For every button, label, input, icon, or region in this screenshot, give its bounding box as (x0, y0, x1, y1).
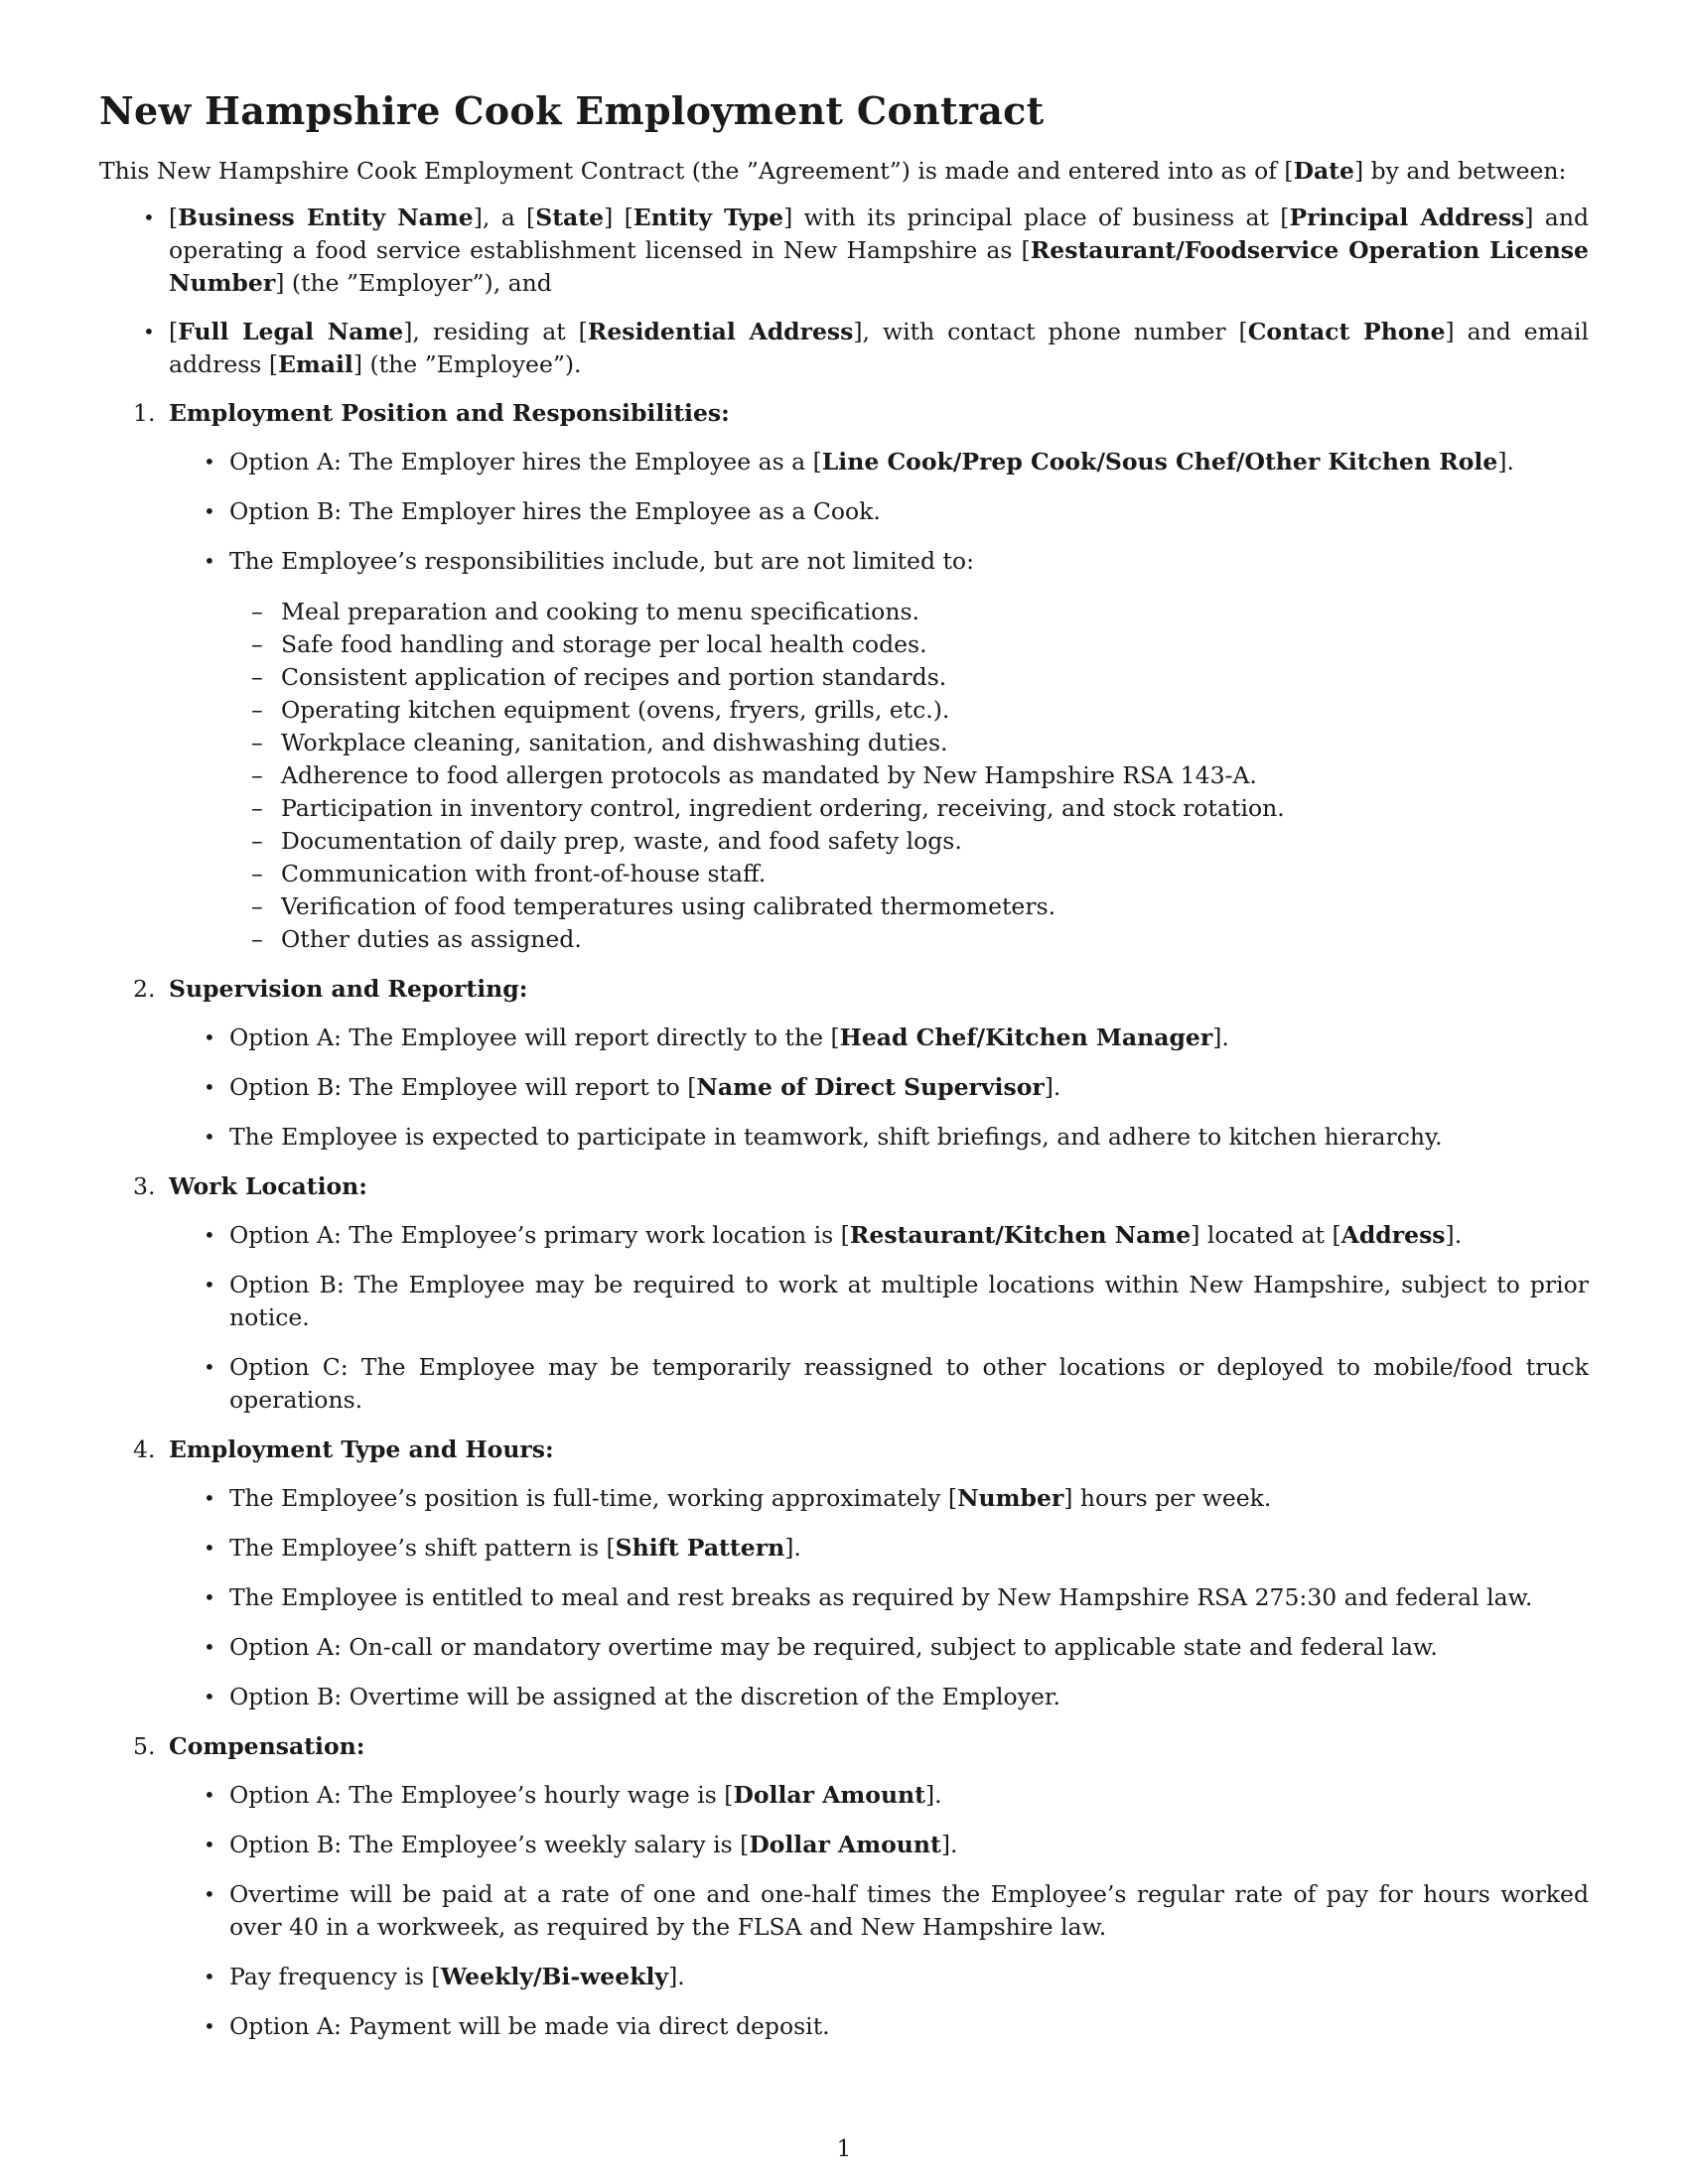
bullet-icon: • (204, 1486, 215, 1510)
list-item (204, 1631, 1589, 1664)
duty-text: Meal preparation and cooking to menu specifications. (281, 598, 919, 625)
bullet-icon: • (204, 1635, 215, 1659)
bullet-icon: • (204, 1025, 215, 1049)
item-text: The Employee is entitled to meal and rest breaks as required by New Hampshire RSA 275:30 and federal law. (229, 1583, 1533, 1611)
duty-item (251, 759, 1589, 792)
section-heading (133, 1730, 1589, 1763)
duty-text: Other duties as assigned. (281, 925, 582, 953)
item-text: Option A: The Employer hires the Employee as a [ (229, 448, 822, 476)
party-text: ], with contact phone number [ (853, 318, 1248, 345)
duty-text: Safe food handling and storage per local health codes. (281, 630, 927, 658)
residential-address-placeholder: Residential Address (587, 318, 854, 345)
state-placeholder: State (535, 204, 605, 231)
dash-icon: – (251, 925, 263, 953)
item-text: The Employee is expected to participate in teamwork, shift briefings, and adhere to kitchen hierarchy. (229, 1123, 1443, 1151)
parties-list (99, 202, 1589, 381)
item-text: Option A: The Employee will report directly to the [ (229, 1024, 840, 1051)
section-heading (133, 397, 1589, 430)
bullet-icon: • (204, 1536, 215, 1560)
item-text: Option C: The Employee may be temporarily reassigned to other locations or deployed to mobile/food truck operations. (229, 1353, 1589, 1414)
duty-item (251, 727, 1589, 759)
section-items (169, 446, 1589, 956)
shift-pattern-placeholder: Shift Pattern (615, 1534, 785, 1562)
item-text: ]. (1212, 1024, 1229, 1051)
section-heading (133, 973, 1589, 1006)
duty-item (251, 694, 1589, 727)
dash-icon: – (251, 827, 263, 855)
section-4 (133, 1433, 1589, 1713)
item-text: Option A: On-call or mandatory overtime may be required, subject to applicable state and federal law. (229, 1633, 1438, 1661)
item-text: The Employee’s responsibilities include, but are not limited to: (229, 547, 974, 575)
business-entity-name-placeholder: Business Entity Name (178, 204, 474, 231)
list-item (204, 1581, 1589, 1614)
document-page (99, 87, 1589, 2060)
bullet-icon: • (204, 1685, 215, 1708)
list-item (204, 1269, 1589, 1334)
bullet-icon: • (204, 1125, 215, 1149)
duty-text: Adherence to food allergen protocols as mandated by New Hampshire RSA 143-A. (281, 761, 1257, 789)
section-number: 3. (133, 1172, 156, 1200)
section-number: 2. (133, 975, 156, 1003)
dash-icon: – (251, 761, 263, 789)
duty-item (251, 923, 1589, 956)
duty-text: Communication with front-of-house staff. (281, 860, 767, 887)
bullet-icon: • (204, 1833, 215, 1856)
principal-address-placeholder: Principal Address (1289, 204, 1525, 231)
dash-icon: – (251, 630, 263, 658)
section-2 (133, 973, 1589, 1154)
item-text: Option B: Overtime will be assigned at the discretion of the Employer. (229, 1683, 1061, 1710)
section-title: Compensation: (169, 1732, 365, 1760)
item-text: ]. (784, 1534, 801, 1562)
duty-text: Participation in inventory control, ingredient ordering, receiving, and stock rotation. (281, 794, 1285, 822)
list-item (204, 1961, 1589, 1993)
bullet-icon: • (204, 499, 215, 523)
bullet-icon: • (204, 1355, 215, 1379)
item-text: ]. (1497, 448, 1514, 476)
dash-icon: – (251, 663, 263, 691)
dash-icon: – (251, 794, 263, 822)
page-number: 1 (836, 2136, 852, 2162)
party-text: ] and operating a food service establishment licensed in New Hampshire as [ (169, 204, 1590, 264)
section-items (169, 1219, 1589, 1417)
duties-list (229, 596, 1589, 956)
bullet-icon: • (204, 1223, 215, 1247)
section-3 (133, 1170, 1589, 1417)
party-text: [ (169, 204, 179, 231)
item-text: Option B: The Employer hires the Employee as a Cook. (229, 497, 881, 525)
item-text: Option A: Payment will be made via direct deposit. (229, 2012, 830, 2040)
duty-item (251, 825, 1589, 858)
item-text: Option B: The Employee may be required to work at multiple locations within New Hampshire, subject to prior notice. (229, 1271, 1589, 1331)
item-text: ]. (1044, 1073, 1061, 1101)
dash-icon: – (251, 729, 263, 756)
party-text: ] (the ”Employer”), and (275, 269, 552, 297)
duty-text: Documentation of daily prep, waste, and food safety logs. (281, 827, 962, 855)
pay-frequency-placeholder: Weekly/Bi-weekly (440, 1963, 669, 1990)
section-title: Employment Type and Hours: (169, 1435, 554, 1463)
party-text: [ (169, 318, 179, 345)
sections-list (99, 397, 1589, 2043)
item-text: Option A: The Employee’s primary work location is [ (229, 1221, 850, 1249)
bullet-icon: • (204, 549, 215, 573)
party-text: ] with its principal place of business at [ (783, 204, 1290, 231)
list-item (204, 1532, 1589, 1565)
duty-text: Consistent application of recipes and portion standards. (281, 663, 947, 691)
party-text: ] (the ”Employee”). (352, 350, 582, 378)
item-text: ] located at [ (1191, 1221, 1341, 1249)
dash-icon: – (251, 892, 263, 920)
party-text: ], residing at [ (403, 318, 588, 345)
list-item (204, 1779, 1589, 1812)
list-item (204, 1681, 1589, 1713)
intro-text: This New Hampshire Cook Employment Contract (the ”Agreement”) is made and entered into as of [ (99, 157, 1294, 185)
section-title: Supervision and Reporting: (169, 975, 528, 1003)
party-text: ] and email address [ (169, 318, 1589, 378)
bullet-icon: • (204, 2014, 215, 2038)
bullet-icon: • (204, 1273, 215, 1297)
head-chef-placeholder: Head Chef/Kitchen Manager (839, 1024, 1213, 1051)
bullet-icon: • (204, 1783, 215, 1807)
list-item (204, 495, 1589, 528)
employer-party (143, 202, 1590, 300)
item-text: Pay frequency is [ (229, 1963, 441, 1990)
bullet-icon: • (204, 1075, 215, 1099)
page-title: New Hampshire Cook Employment Contract (99, 88, 1045, 133)
item-text: ]. (668, 1963, 685, 1990)
license-number-placeholder: Restaurant/Foodservice Operation License Number (169, 236, 1589, 297)
contact-phone-placeholder: Contact Phone (1247, 318, 1446, 345)
duty-item (251, 858, 1589, 890)
section-heading (133, 1170, 1589, 1203)
list-item (204, 1022, 1589, 1054)
bullet-icon: • (204, 1965, 215, 1988)
dollar-amount-placeholder: Dollar Amount (749, 1831, 941, 1858)
entity-type-placeholder: Entity Type (633, 204, 784, 231)
section-number: 5. (133, 1732, 156, 1760)
duty-text: Verification of food temperatures using calibrated thermometers. (281, 892, 1056, 920)
duty-text: Operating kitchen equipment (ovens, fryers, grills, etc.). (281, 696, 950, 724)
bullet-icon: • (204, 1882, 215, 1906)
section-items (169, 1482, 1589, 1713)
section-number: 4. (133, 1435, 156, 1463)
email-placeholder: Email (278, 350, 353, 378)
list-item (204, 2010, 1589, 2043)
duty-item (251, 661, 1589, 694)
kitchen-role-placeholder: Line Cook/Prep Cook/Sous Chef/Other Kitchen Role (821, 448, 1498, 476)
item-text: ]. (924, 1781, 942, 1809)
dash-icon: – (251, 598, 263, 625)
bullet-icon: • (204, 450, 215, 474)
employee-party (143, 316, 1589, 381)
list-item (204, 1351, 1589, 1417)
section-items (169, 1779, 1589, 2043)
item-text: ]. (940, 1831, 958, 1858)
item-text: ] hours per week. (1063, 1484, 1272, 1512)
duty-item (251, 792, 1589, 825)
section-number: 1. (133, 399, 156, 427)
list-item (204, 1219, 1589, 1252)
duty-item (251, 628, 1589, 661)
dollar-amount-placeholder: Dollar Amount (733, 1781, 925, 1809)
section-items (169, 1022, 1589, 1154)
dash-icon: – (251, 860, 263, 887)
hours-number-placeholder: Number (957, 1484, 1064, 1512)
item-text: The Employee’s position is full-time, working approximately [ (229, 1484, 958, 1512)
duty-text: Workplace cleaning, sanitation, and dishwashing duties. (281, 729, 948, 756)
intro-text: ] by and between: (1353, 157, 1567, 185)
intro-paragraph (99, 155, 1589, 188)
item-text: Option A: The Employee’s hourly wage is [ (229, 1781, 734, 1809)
address-placeholder: Address (1340, 1221, 1446, 1249)
item-text: Option B: The Employee will report to [ (229, 1073, 697, 1101)
bullet-icon: • (143, 205, 155, 229)
list-item (204, 545, 1589, 956)
bullet-icon: • (143, 320, 155, 343)
bullet-icon: • (204, 1585, 215, 1609)
section-title: Employment Position and Responsibilities: (169, 399, 730, 427)
dash-icon: – (251, 696, 263, 724)
full-legal-name-placeholder: Full Legal Name (178, 318, 404, 345)
section-title: Work Location: (169, 1172, 367, 1200)
list-item (204, 1121, 1589, 1154)
list-item (204, 1071, 1589, 1104)
item-text: Overtime will be paid at a rate of one and one-half times the Employee’s regular rate of pay for hours worked over 40 in a workweek, as required by the FLSA and New Hampshire law. (229, 1880, 1589, 1941)
duty-item (251, 890, 1589, 923)
item-text: ]. (1445, 1221, 1463, 1249)
duty-item (251, 596, 1589, 628)
list-item (204, 1829, 1589, 1861)
party-text: ] [ (604, 204, 633, 231)
list-item (204, 1878, 1589, 1944)
date-placeholder: Date (1293, 157, 1354, 185)
section-5 (133, 1730, 1589, 2043)
supervisor-name-placeholder: Name of Direct Supervisor (696, 1073, 1045, 1101)
item-text: Option B: The Employee’s weekly salary is [ (229, 1831, 750, 1858)
list-item (204, 1482, 1589, 1515)
list-item (204, 446, 1589, 478)
party-text: ], a [ (473, 204, 536, 231)
item-text: The Employee’s shift pattern is [ (229, 1534, 616, 1562)
section-1 (133, 397, 1589, 956)
kitchen-name-placeholder: Restaurant/Kitchen Name (849, 1221, 1192, 1249)
section-heading (133, 1433, 1589, 1466)
